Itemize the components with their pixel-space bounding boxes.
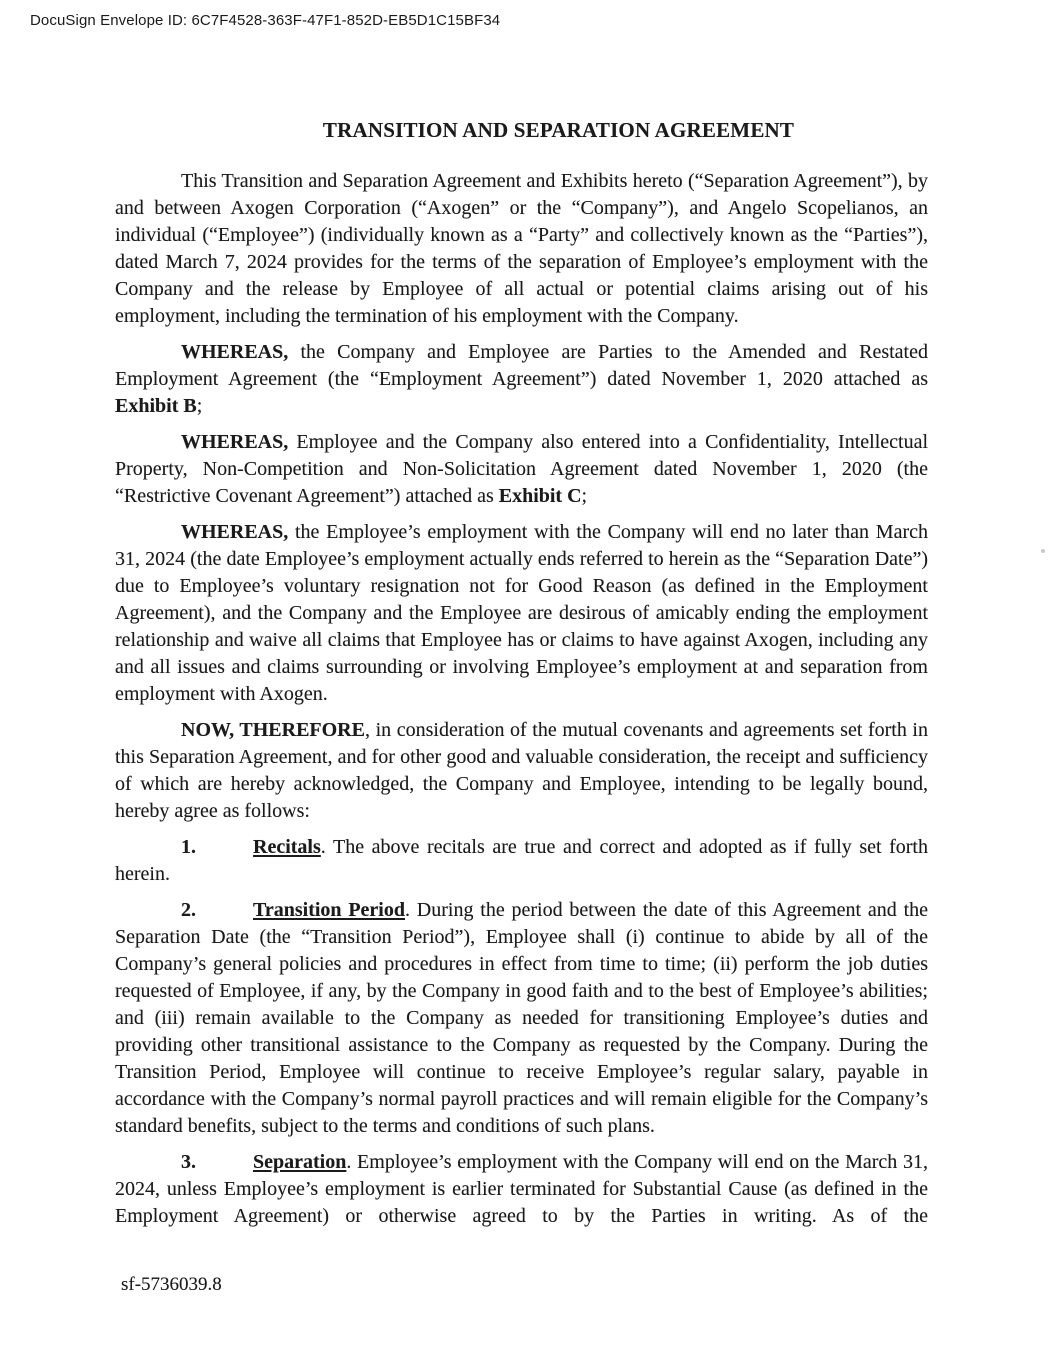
paragraph-intro xyxy=(115,168,928,330)
text-run: Employee and the Company also entered into a Confidentiality, Intellectual Property, Non-Competition and Non-Solicitation Agreement dated November 1, 2020 (the “Restrictive Covenant Agreement”) attached as xyxy=(115,431,928,507)
text-run: , in consideration of the mutual covenants and agreements set forth in this Separation Agreement, and for other good and valuable consideration, the receipt and sufficiency of which are hereby acknowledged, the Company and Employee, intending to be legally bound, hereby agree as follows: xyxy=(115,719,928,822)
docusign-envelope-id: DocuSign Envelope ID: 6C7F4528-363F-47F1-852D-EB5D1C15BF34 xyxy=(30,12,501,29)
paragraph-whereas-separation-date xyxy=(115,519,928,708)
section-1-recitals xyxy=(115,834,928,888)
text-run: . Employee’s employment with the Company will end on the March 31, 2024, unless Employee’s employment is earlier terminated for Substantial Cause (as defined in the Employment Agreement) or otherwise agreed to by the Parties in writing. As of the xyxy=(115,1151,928,1227)
exhibit-b-reference: Exhibit B xyxy=(115,395,197,417)
section-heading: Separation xyxy=(253,1151,347,1173)
section-number: 1. xyxy=(181,836,196,858)
section-3-separation xyxy=(115,1149,928,1230)
document-footer-reference: sf-5736039.8 xyxy=(121,1274,222,1295)
text-run: ; xyxy=(196,395,203,417)
section-heading: Recitals xyxy=(253,836,321,858)
text-run: . During the period between the date of this Agreement and the Separation Date (the “Transition Period”), Employee shall (i) continue to abide by all of the Company’s general policies and procedures in effect from time to time; (ii) perform the job duties requested of Employee, if any, by the Company in good faith and to the best of Employee’s abilities; and (iii) remain available to the Company as needed for transitioning Employee’s duties and providing other transitional assistance to the Company as requested by the Company. During the Transition Period, Employee will continue to receive Employee’s regular salary, payable in accordance with the Company’s normal payroll practices and will remain eligible for the Company’s standard benefits, subject to the terms and conditions of such plans. xyxy=(115,899,928,1137)
section-2-transition-period xyxy=(115,897,928,1140)
exhibit-c-reference: Exhibit C xyxy=(498,485,582,507)
whereas-lead: WHEREAS, xyxy=(181,341,289,363)
document-body xyxy=(115,118,928,1239)
text-run: ; xyxy=(581,485,588,507)
text-run: . The above recitals are true and correct and adopted as if fully set forth herein. xyxy=(115,836,928,885)
paragraph-whereas-employment-agreement xyxy=(115,339,928,420)
scan-artifact xyxy=(1041,549,1045,553)
paragraph-whereas-restrictive-covenant xyxy=(115,429,928,510)
document-title: TRANSITION AND SEPARATION AGREEMENT xyxy=(322,118,795,142)
text-run: the Company and Employee are Parties to the Amended and Restated Employment Agreement (the “Employment Agreement”) dated November 1, 2020 attached as xyxy=(115,341,928,390)
whereas-lead: WHEREAS, xyxy=(181,521,289,543)
text-run: the Employee’s employment with the Company will end no later than March 31, 2024 (the date Employee’s employment actually ends referred to herein as the “Separation Date”) due to Employee’s voluntary resignation not for Good Reason (as defined in the Employment Agreement), and the Company and the Employee are desirous of amicably ending the employment relationship and waive all claims that Employee has or claims to have against Axogen, including any and all issues and claims surrounding or involving Employee’s employment at and separation from employment with Axogen. xyxy=(115,521,928,705)
section-heading: Transition Period xyxy=(253,899,405,921)
text-run: This Transition and Separation Agreement and Exhibits hereto (“Separation Agreement”), by and between Axogen Corporation (“Axogen” or the “Company”), and Angelo Scopelianos, an individual (“Employee”) (individually known as a “Party” and collectively known as the “Parties”), dated March 7, 2024 provides for the terms of the separation of Employee’s employment with the Company and the release by Employee of all actual or potential claims arising out of his employment, including the termination of his employment with the Company. xyxy=(115,170,928,327)
paragraph-now-therefore xyxy=(115,717,928,825)
now-therefore-lead: NOW, THEREFORE xyxy=(181,719,365,741)
section-number: 2. xyxy=(181,899,196,921)
section-number: 3. xyxy=(181,1151,196,1173)
whereas-lead: WHEREAS, xyxy=(181,431,289,453)
